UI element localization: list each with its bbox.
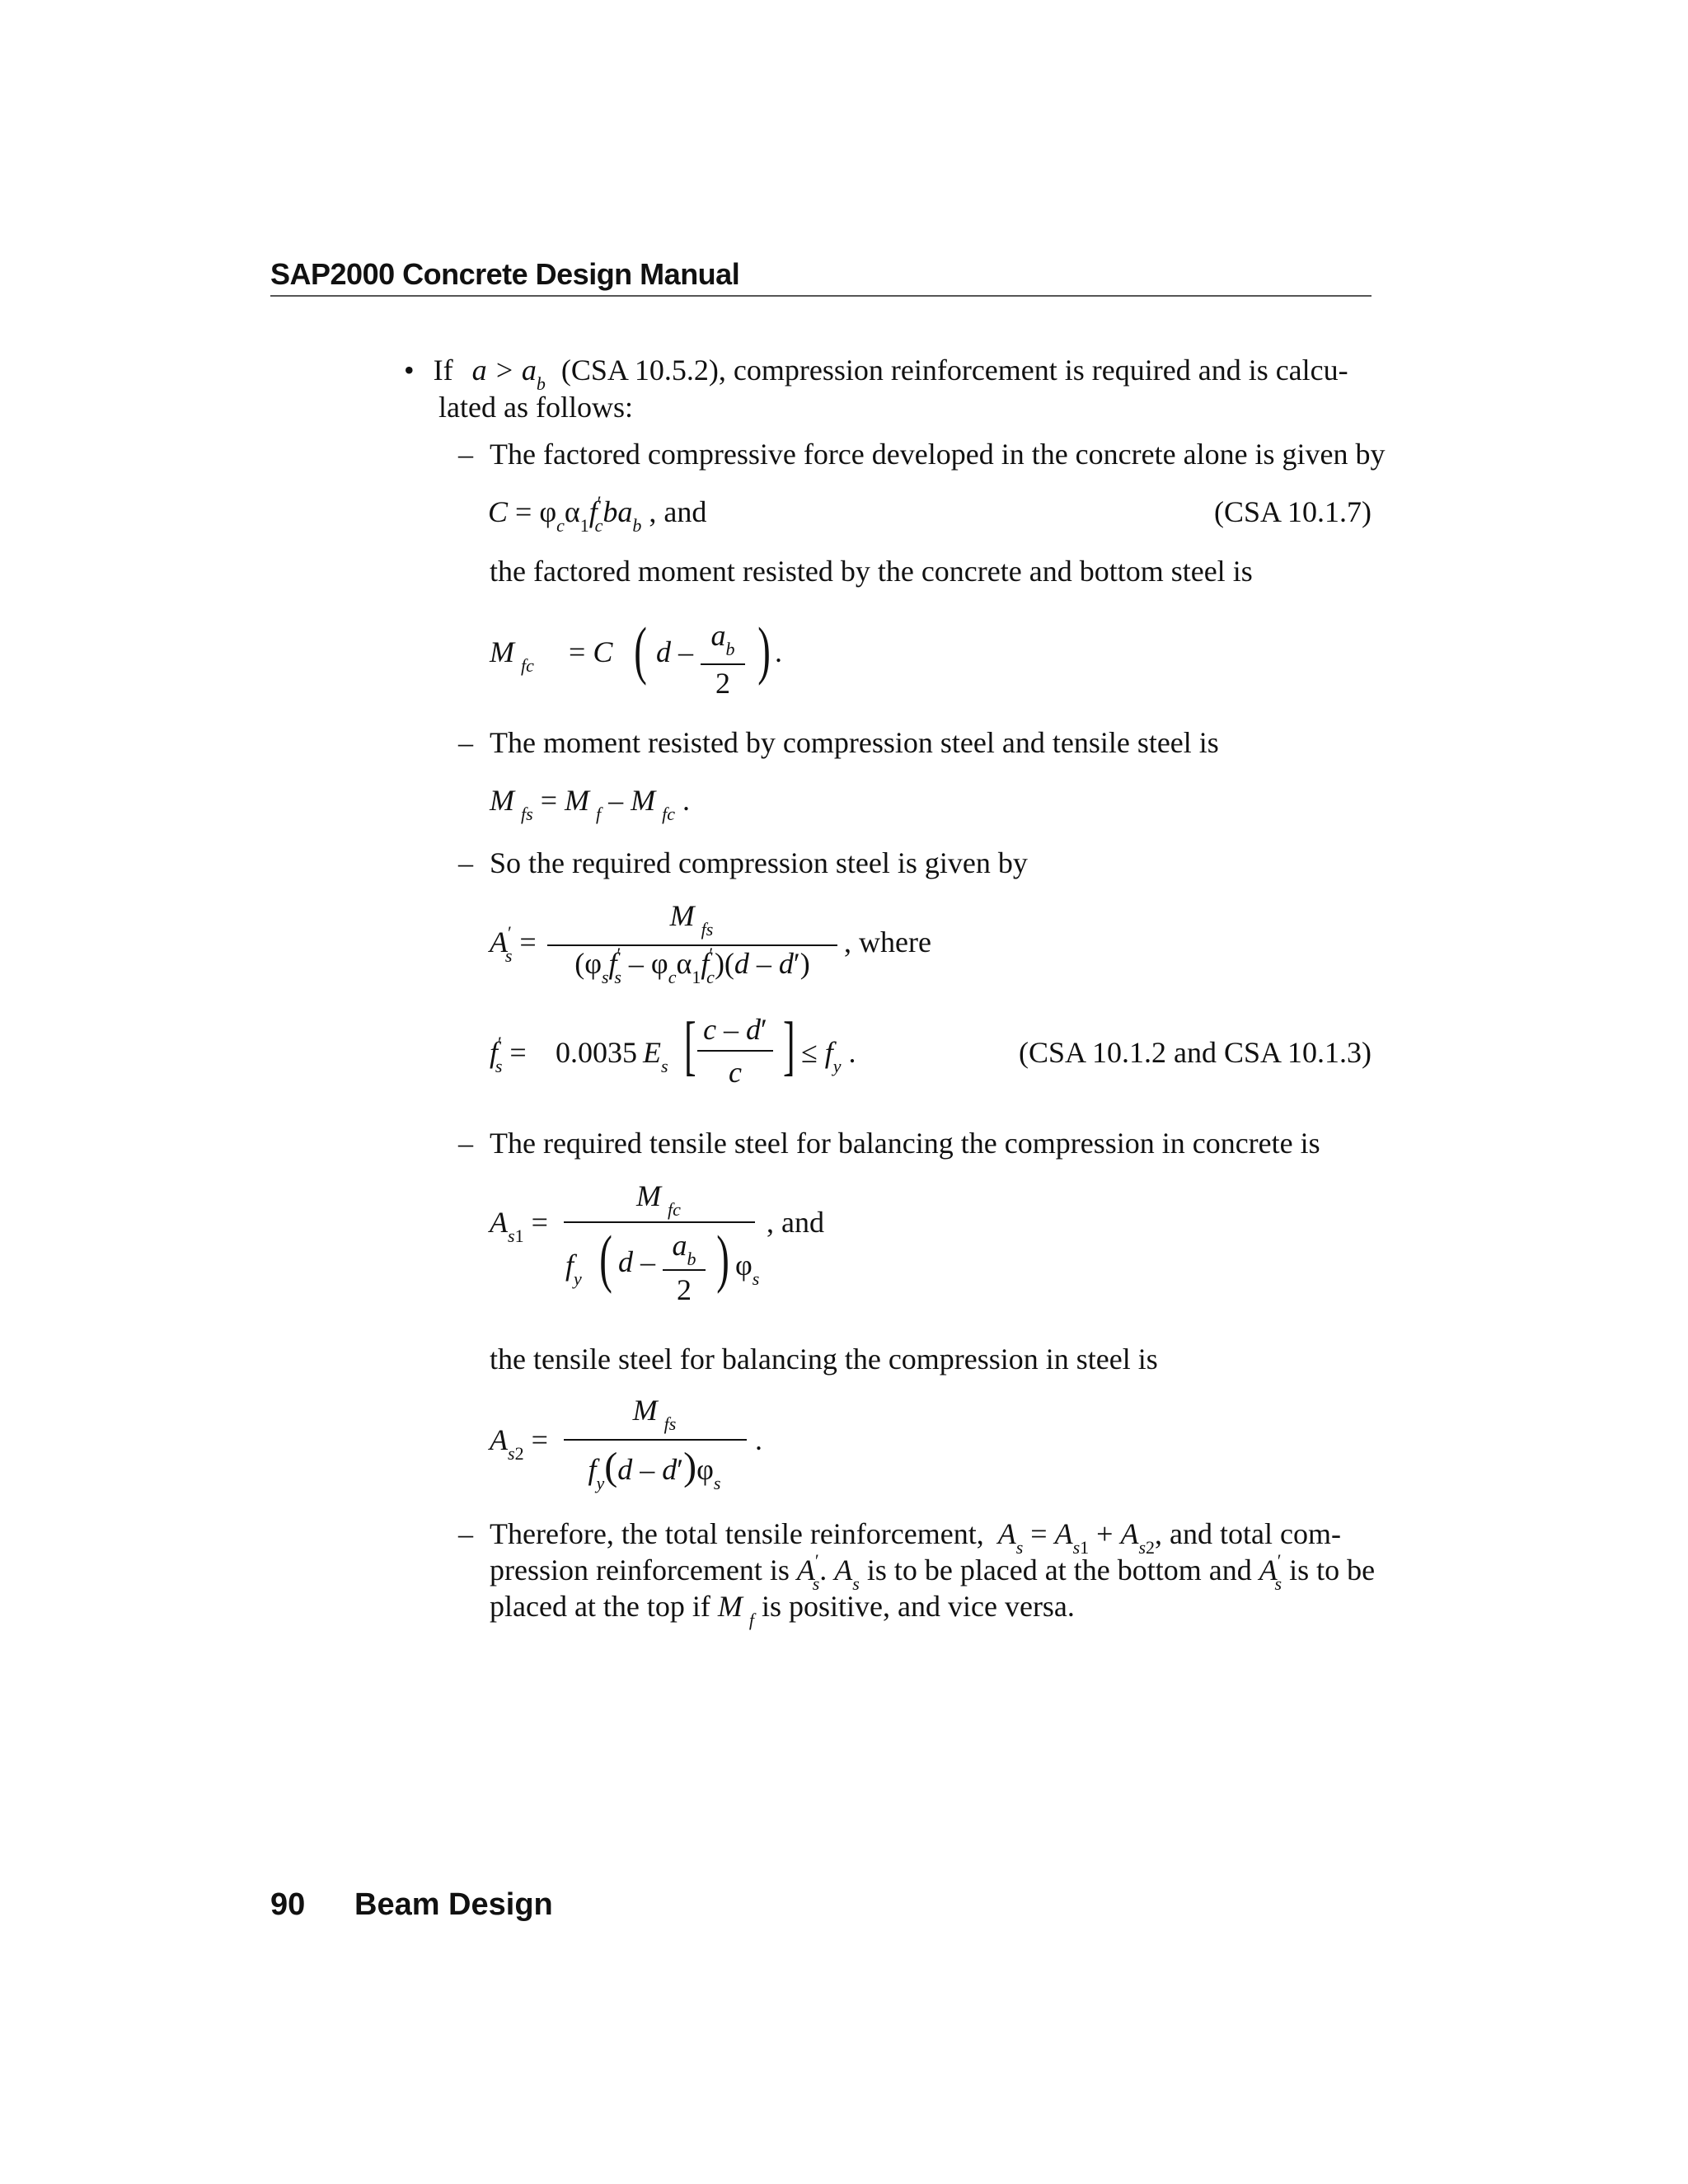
eq-as-prime: $A'_s$ = M $_{fs}$ $(\varphi_sf'_s - \varphi_c\alpha_1f'_c)(d - d')$ , where (490, 899, 931, 987)
footer-section: Beam Design (354, 1887, 553, 1922)
item5-line-3b: is positive, and vice versa. (762, 1590, 1075, 1623)
eq-concrete-force-suffix: , and (649, 495, 707, 528)
eq-mfs: M $_{fs}$ = M $_f$ – M $_{fc}$ . (490, 784, 691, 824)
eq-fs-prime: $f'_s$ = 0.0035 $E_s$ [ c – d′ c ] ≤ $f_y$ . (490, 1010, 856, 1089)
eq-fs-prime-ref: (CSA 10.1.2 and CSA 10.1.3) (1018, 1036, 1372, 1069)
eq-as-prime-suffix: , where (844, 926, 931, 958)
item5-line-3a: placed at the top if (490, 1590, 710, 1623)
eq-mfc: M $_{fc}$ = C ( d – $a_b$ 2 ) . (490, 614, 782, 700)
dash-5: – (458, 1517, 473, 1550)
bullet-if: If (433, 354, 453, 387)
page-header (270, 257, 1372, 297)
item5-line-1a: Therefore, the total tensile reinforcement, (490, 1517, 984, 1550)
dash-1: – (458, 438, 473, 471)
eq-fs-coef: 0.0035 (556, 1036, 637, 1069)
item4-middle: the tensile steel for balancing the compression in steel is (490, 1343, 1158, 1376)
bullet-line-1-rest: (CSA 10.5.2), compression reinforcement is required and is calcu- (560, 354, 1348, 387)
dash-4: – (458, 1127, 473, 1160)
item5-line-2: pression reinforcement is $A'_s$. $A_s$ is to be placed at the bottom and $A'_s$ is to be (490, 1550, 1376, 1594)
eq-concrete-force-ref: (CSA 10.1.7) (1213, 495, 1372, 528)
dash-2: – (458, 726, 473, 759)
item5-line-2b: is to be placed at the bottom and (866, 1554, 1252, 1586)
bullet-marker: • (404, 354, 415, 387)
item5-line-1b: , and total com- (1155, 1517, 1341, 1550)
eq-concrete-force: $C = \varphi_c\alpha_1f'_cba_b$ , and (488, 492, 707, 536)
eq-as1-suffix: , and (767, 1206, 824, 1239)
bullet-condition-sub: b (536, 373, 546, 394)
item5-line-1: Therefore, the total tensile reinforcement, $A_s = A_{s1} + A_{s2}$, and total com- (490, 1517, 1341, 1558)
bullet-line-2: lated as follows: (438, 391, 633, 424)
item5-line-3: placed at the top if M $_f$ is positive, and vice versa. (490, 1590, 1075, 1630)
eq-as1: $A_{s1}$ = M $_{fc}$ $f_y$ ( d – $a_b$ 2 ) $\varphi_s$ , and (490, 1179, 824, 1306)
item5-line-2c: is to be (1289, 1554, 1376, 1586)
bullet-line-1 (404, 353, 1348, 394)
header-title: SAP2000 Concrete Design Manual (270, 257, 740, 291)
dash-3: – (458, 846, 473, 879)
item5-line-2a: pression reinforcement is (490, 1554, 790, 1586)
item1-middle: the factored moment resisted by the concrete and bottom steel is (490, 555, 1253, 588)
bullet-condition: a > a (471, 354, 537, 387)
item2-intro: The moment resisted by compression steel and tensile steel is (490, 726, 1219, 759)
page-number: 90 (270, 1887, 306, 1922)
item3-intro: So the required compression steel is given by (490, 846, 1028, 879)
eq-as2: $A_{s2}$ = M $_{fs}$ $f_y(d - d')\varphi_s$ . (490, 1394, 762, 1493)
item1-intro: The factored compressive force developed in the concrete alone is given by (490, 438, 1386, 471)
item4-intro: The required tensile steel for balancing the compression in concrete is (490, 1127, 1320, 1160)
